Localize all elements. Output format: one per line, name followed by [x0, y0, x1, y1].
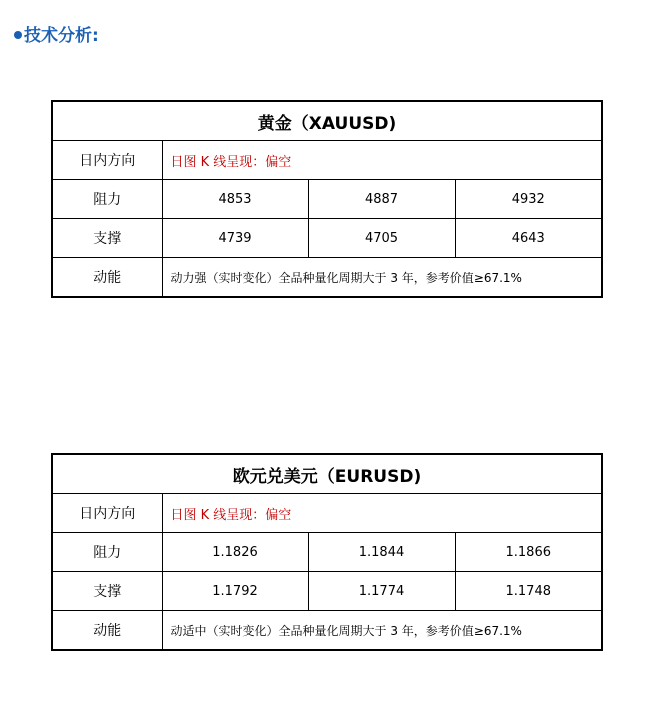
gold-analysis-table [51, 100, 603, 298]
support-value-3: 4643 [455, 219, 602, 258]
table-title-row [52, 101, 602, 141]
direction-row [52, 141, 602, 180]
momentum-row [52, 611, 602, 651]
direction-value: 日图 K 线呈现：偏空 [162, 141, 602, 180]
table-title-row [52, 454, 602, 494]
support-value-2: 1.1774 [308, 572, 455, 611]
resistance-value-3: 4932 [455, 180, 602, 219]
resistance-label: 阻力 [52, 180, 162, 219]
resistance-value-1: 1.1826 [162, 533, 308, 572]
support-label: 支撑 [52, 219, 162, 258]
resistance-row [52, 180, 602, 219]
section-heading [14, 26, 99, 46]
section-heading-text: 技术分析: [24, 26, 99, 46]
resistance-label: 阻力 [52, 533, 162, 572]
direction-label: 日内方向 [52, 494, 162, 533]
momentum-label: 动能 [52, 611, 162, 651]
support-row [52, 219, 602, 258]
resistance-value-2: 1.1844 [308, 533, 455, 572]
resistance-value-3: 1.1866 [455, 533, 602, 572]
support-value-3: 1.1748 [455, 572, 602, 611]
support-value-1: 1.1792 [162, 572, 308, 611]
momentum-label: 动能 [52, 258, 162, 298]
support-row [52, 572, 602, 611]
direction-label: 日内方向 [52, 141, 162, 180]
support-value-2: 4705 [308, 219, 455, 258]
table-title: 欧元兑美元（EURUSD) [52, 454, 602, 494]
momentum-value: 动适中（实时变化）全品种量化周期大于 3 年，参考价值≥67.1% [162, 611, 602, 651]
momentum-value: 动力强（实时变化）全品种量化周期大于 3 年，参考价值≥67.1% [162, 258, 602, 298]
eurusd-analysis-table [51, 453, 603, 651]
table-title: 黄金（XAUUSD) [52, 101, 602, 141]
bullet-icon [14, 31, 22, 39]
support-label: 支撑 [52, 572, 162, 611]
direction-row [52, 494, 602, 533]
resistance-value-1: 4853 [162, 180, 308, 219]
direction-value: 日图 K 线呈现：偏空 [162, 494, 602, 533]
resistance-value-2: 4887 [308, 180, 455, 219]
momentum-row [52, 258, 602, 298]
resistance-row [52, 533, 602, 572]
support-value-1: 4739 [162, 219, 308, 258]
